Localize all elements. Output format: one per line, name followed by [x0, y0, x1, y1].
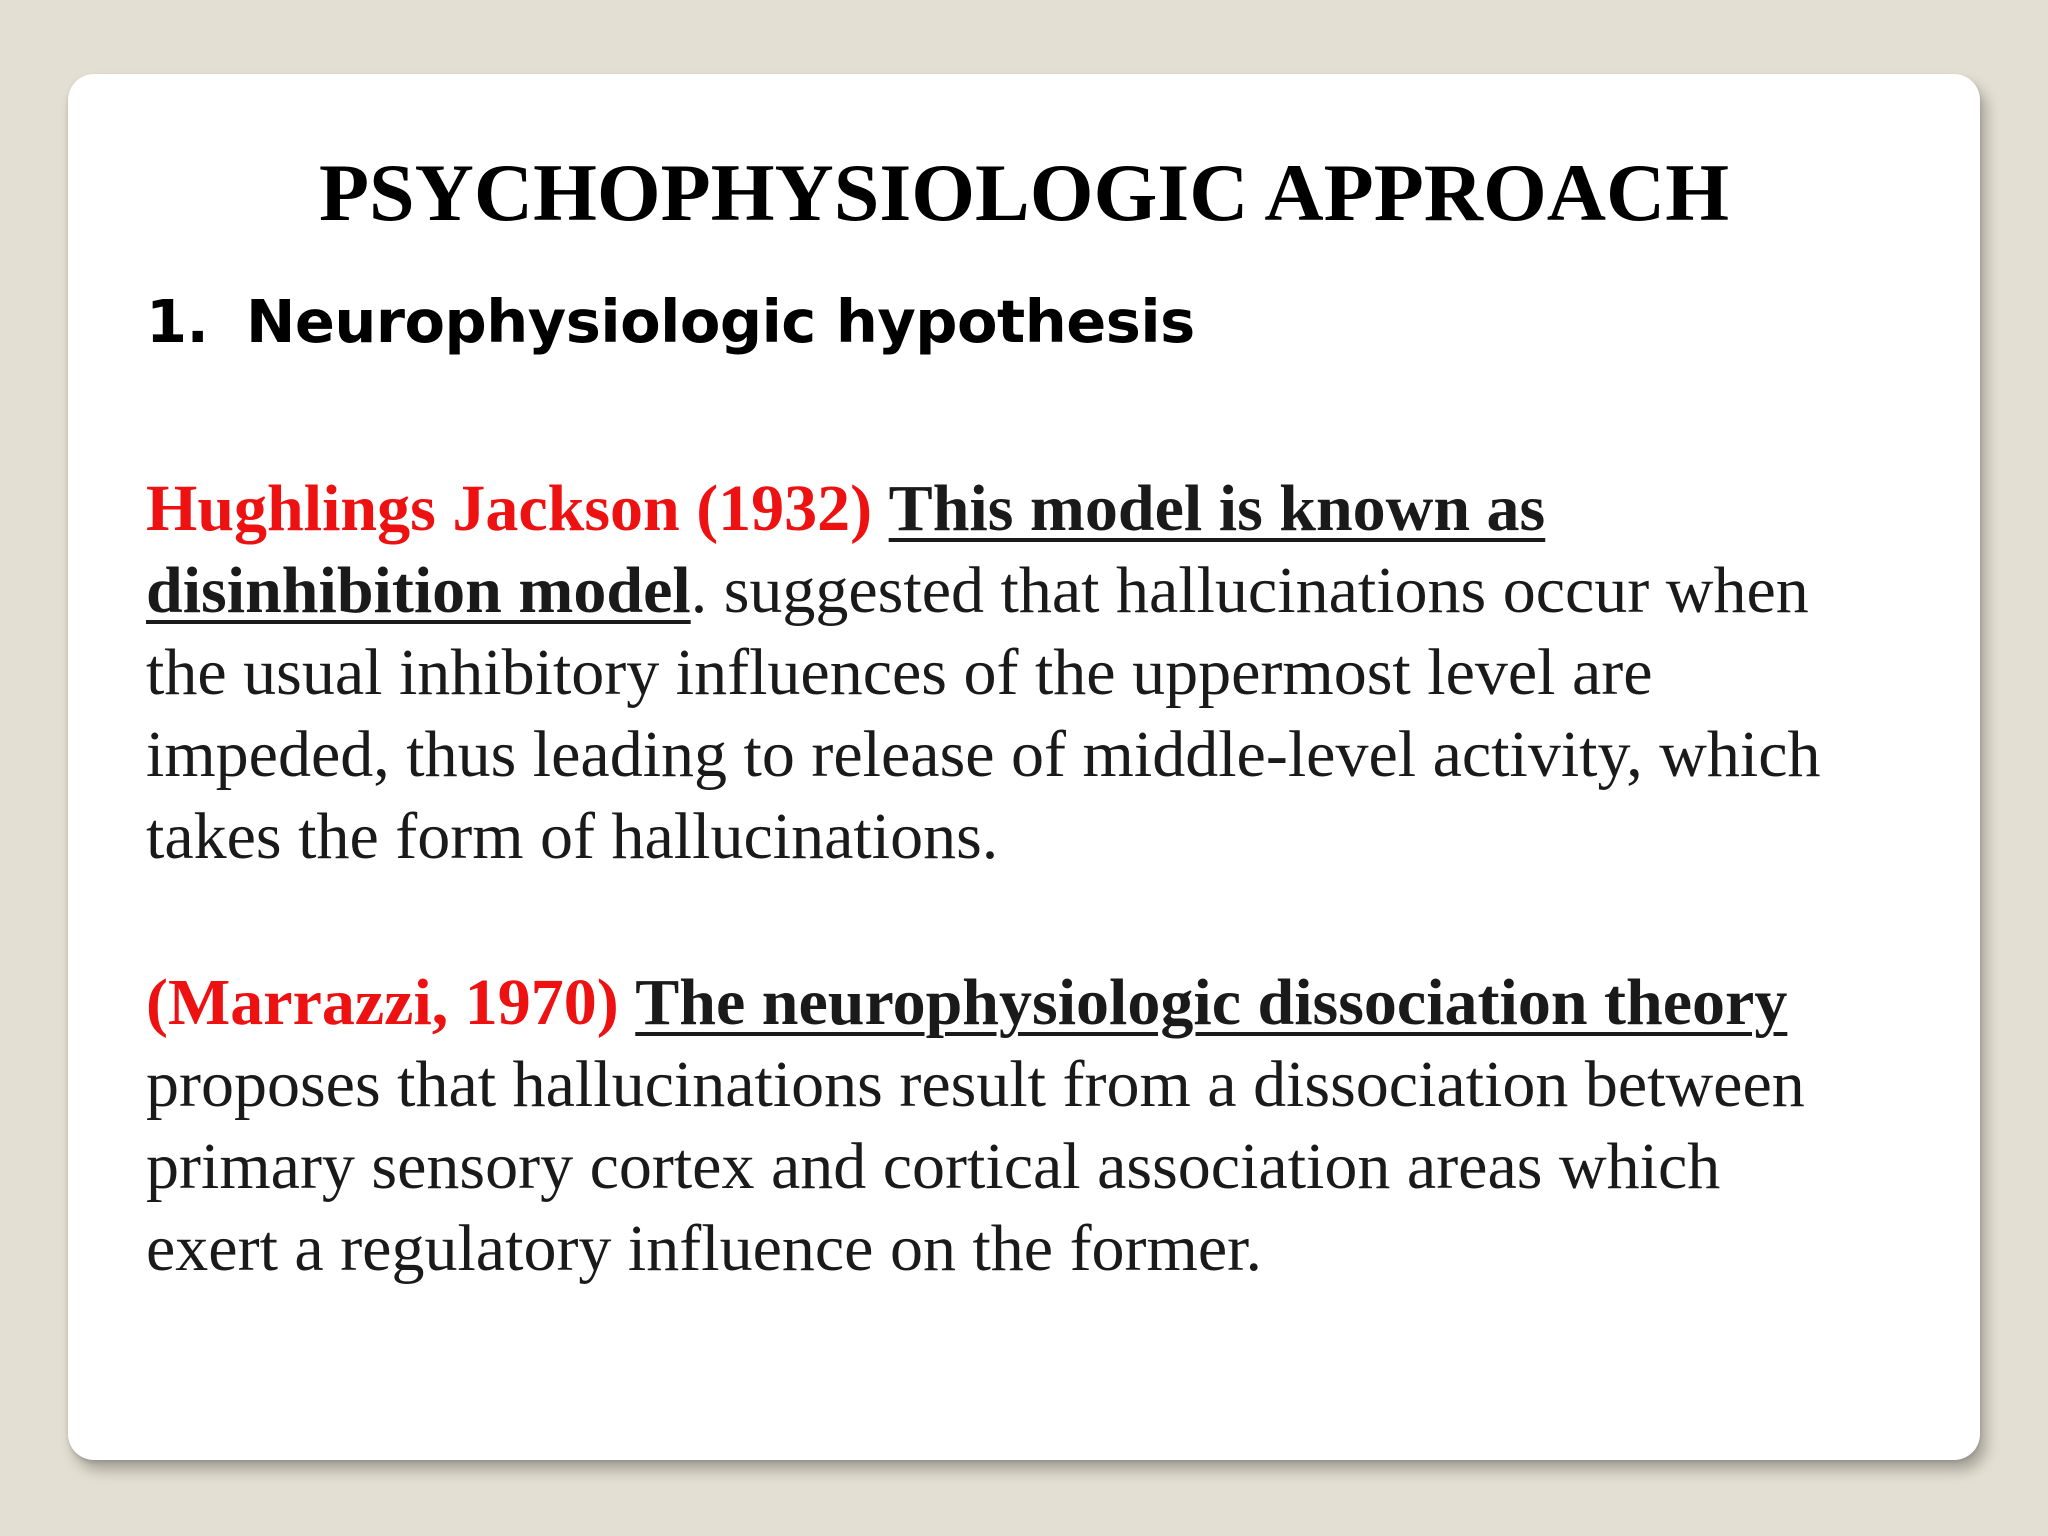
- slide-title: PSYCHOPHYSIOLOGIC APPROACH: [318, 147, 1730, 238]
- paragraph-1-line-2: [146, 550, 1936, 632]
- subheading-text: Neurophysiologic hypothesis: [246, 287, 1195, 356]
- paragraph-2-line-1: [146, 962, 1936, 1044]
- paragraph-2-line-4: exert a regulatory influence on the former.: [146, 1212, 1263, 1285]
- term-dissociation-theory: The neurophysiologic dissociation theory: [635, 966, 1788, 1039]
- paragraph-1-line-2-rest: . suggested that hallucinations occur when: [690, 554, 1809, 627]
- subheading-number: 1.: [146, 287, 209, 356]
- paragraph-1-line-5: takes the form of hallucinations.: [146, 800, 999, 873]
- paragraph-1-line-1: [146, 468, 1936, 550]
- paragraph-1-line-4: impeded, thus leading to release of middle-level activity, which: [146, 718, 1821, 791]
- reference-jackson: Hughlings Jackson (1932): [146, 472, 873, 545]
- paragraph-1-line-3: the usual inhibitory influences of the uppermost level are: [146, 636, 1653, 709]
- slide-card: [68, 74, 1980, 1460]
- term-disinhibition-model: disinhibition model: [146, 554, 691, 627]
- paragraph-2-line-2: proposes that hallucinations result from a dissociation between: [146, 1048, 1805, 1121]
- paragraph-jackson: [146, 468, 1936, 878]
- reference-marrazzi: (Marrazzi, 1970): [146, 966, 619, 1039]
- term-model-known-as: This model is known as: [888, 472, 1546, 545]
- paragraph-2-line-3: primary sensory cortex and cortical association areas which: [146, 1130, 1721, 1203]
- paragraph-marrazzi: [146, 962, 1936, 1290]
- subheading: [146, 287, 1195, 356]
